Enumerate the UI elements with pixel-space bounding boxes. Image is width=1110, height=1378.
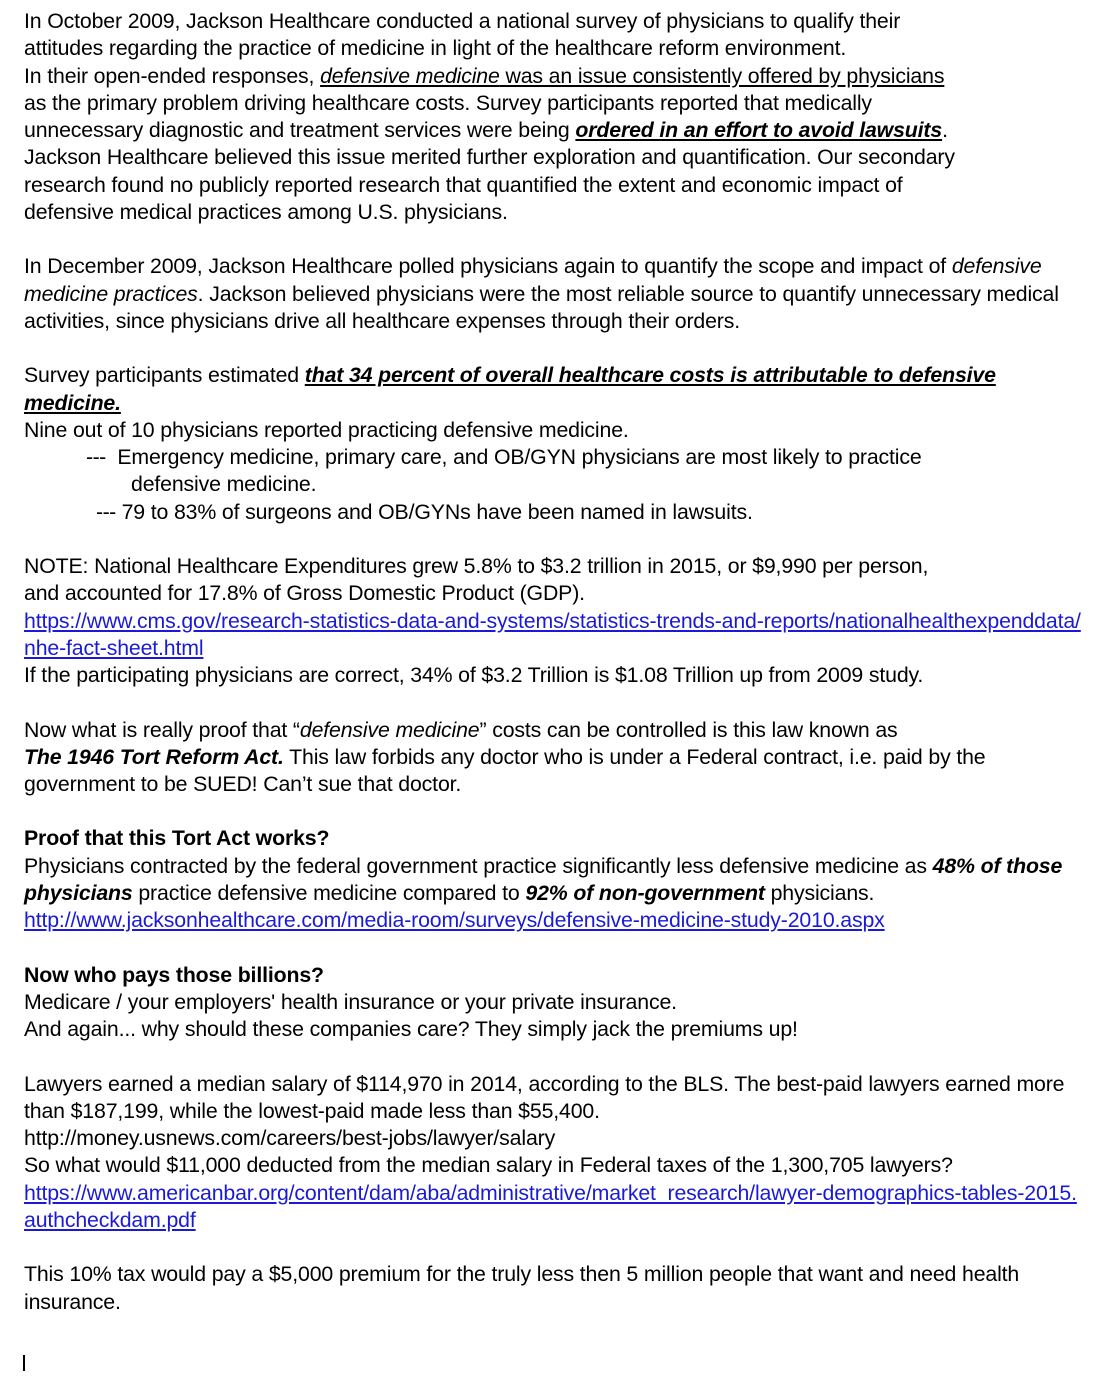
lawyers-line-2: So what would $11,000 deducted from the median salary in Federal taxes of the 1,300,705 lawyers? <box>24 1153 953 1178</box>
text-cursor-caret <box>23 1355 25 1371</box>
spacer <box>24 1234 1086 1261</box>
link-americanbar-lawyer-demographics[interactable]: https://www.americanbar.org/content/dam/aba/administrative/market_research/lawyer-demographics-tables-2015.authcheckdam.pdf <box>24 1180 1077 1232</box>
note-line-1: NOTE: National Healthcare Expenditures grew 5.8% to $3.2 trillion in 2015, or $9,990 per person, <box>24 554 929 579</box>
p1-line-1: In October 2009, Jackson Healthcare conducted a national survey of physicians to qualify their <box>24 9 901 33</box>
paragraph-proof-body <box>24 853 1086 935</box>
proof-line-3: physicians. <box>764 881 875 906</box>
p1-line-3-underlined-rest: was an issue consistently offered by physicians <box>499 63 945 88</box>
proof-line-1: Physicians contracted by the federal government practice significantly less defensive medicine as <box>24 853 933 878</box>
p1-line-7: research found no publicly reported research that quantified the extent and economic impact of <box>24 172 903 197</box>
p1-line-6: Jackson Healthcare believed this issue merited further exploration and quantification. Our secondary <box>24 145 955 170</box>
proof-middle: practice defensive medicine compared to <box>132 881 526 906</box>
p2-prefix: In December 2009, Jackson Healthcare polled physicians again to quantify the scope and impact of <box>24 254 952 279</box>
tort-line-2-rest: This law forbids any doctor who is under a Federal contract, i.e. paid by the government to be SUED! Can’t sue that doctor. <box>24 744 986 797</box>
paragraph-december-2009 <box>24 253 1086 335</box>
emphasis-48-percent: 48% of those physicians <box>24 853 1063 906</box>
heading-proof-text: Proof that this Tort Act works? <box>24 826 330 851</box>
heading-who-pays-billions <box>24 962 1086 989</box>
emphasis-defensive-medicine-practices: defensive medicine practices <box>24 254 1042 306</box>
emphasis-defensive-medicine-1: defensive medicine <box>320 63 500 88</box>
list-item-bullet-1 <box>24 444 1086 499</box>
document-body <box>24 8 1086 1316</box>
link-cms-nhe-fact-sheet[interactable]: https://www.cms.gov/research-statistics-data-and-systems/statistics-trends-and-reports/nationalhealthexpenddata/nhe-fact-sheet.html <box>24 608 1081 660</box>
paragraph-lawyers-salary <box>24 1071 1086 1235</box>
spacer <box>24 935 1086 962</box>
paragraph-survey-estimate <box>24 362 1086 444</box>
emphasis-34-percent-statement: that 34 percent of overall healthcare costs is attributable to defensive medicine. <box>24 363 996 415</box>
emphasis-1946-tort-reform-act: The 1946 Tort Reform Act. <box>24 744 284 769</box>
bullet-1-text: Emergency medicine, primary care, and OB/GYN physicians are most likely to practice <box>117 445 922 470</box>
lawyers-line-1: Lawyers earned a median salary of $114,970 in 2014, according to the BLS. The best-paid lawyers earned more than $187,199, while the lowest-paid made less than $55,400. <box>24 1071 1065 1123</box>
spacer <box>24 798 1086 825</box>
tort-line-1-rest: ” costs can be controlled is this law known as <box>479 717 898 742</box>
bullet-1-continuation: defensive medicine. <box>131 472 317 497</box>
paragraph-note-expenditures <box>24 553 1086 689</box>
tort-line-1-prefix: Now what is really proof that “ <box>24 717 300 742</box>
note-line-2: and accounted for 17.8% of Gross Domestic Product (GDP). <box>24 581 585 606</box>
p3-prefix: Survey participants estimated <box>24 363 305 388</box>
spacer <box>24 1044 1086 1071</box>
heading-who-pays-text: Now who pays those billions? <box>24 962 324 987</box>
p1-line-5-prefix: unnecessary diagnostic and treatment services were being <box>24 118 576 143</box>
bullet-2-text: 79 to 83% of surgeons and OB/GYNs have been named in lawsuits. <box>121 499 753 524</box>
url-usnews-lawyer-salary: http://money.usnews.com/careers/best-jobs/lawyer/salary <box>24 1126 556 1151</box>
p3-line-2: Nine out of 10 physicians reported practicing defensive medicine. <box>24 417 629 442</box>
p1-line-2: attitudes regarding the practice of medicine in light of the healthcare reform environment. <box>24 36 847 61</box>
spacer <box>24 335 1086 362</box>
spacer <box>24 526 1086 553</box>
p1-line-8: defensive medical practices among U.S. physicians. <box>24 200 508 225</box>
spacer <box>24 690 1086 717</box>
p2-rest: . Jackson believed physicians were the most reliable source to quantify unnecessary medical activities, since physicians drive all healthcare expenses through their orders. <box>24 281 1059 333</box>
p1-line-3-prefix: In their open-ended responses, <box>24 63 321 88</box>
dash-bullet-icon: --- <box>96 499 116 524</box>
billions-line-1: Medicare / your employers' health insurance or your private insurance. <box>24 989 677 1014</box>
link-jackson-healthcare-study[interactable]: http://www.jacksonhealthcare.com/media-room/surveys/defensive-medicine-study-2010.aspx <box>24 908 885 933</box>
paragraph-who-pays-body <box>24 989 1086 1044</box>
p1-line-5-period: . <box>942 118 948 143</box>
note-line-3: If the participating physicians are correct, 34% of $3.2 Trillion is $1.08 Trillion up from 2009 study. <box>24 663 924 688</box>
emphasis-defensive-medicine-2: defensive medicine <box>299 717 480 742</box>
emphasis-92-percent: 92% of non-government <box>525 881 765 906</box>
p1-line-4: as the primary problem driving healthcare costs. Survey participants reported that medically <box>24 90 872 115</box>
heading-proof-tort-act-works <box>24 825 1086 852</box>
billions-line-2: And again... why should these companies care? They simply jack the premiums up! <box>24 1017 798 1042</box>
dash-bullet-icon: --- <box>86 445 106 470</box>
list-item-bullet-2 <box>24 499 1086 526</box>
paragraph-final-tax-conclusion: This 10% tax would pay a $5,000 premium for the truly less then 5 million people that want and need health insurance. <box>24 1262 1020 1314</box>
paragraph-october-2009 <box>24 8 1086 226</box>
spacer <box>24 226 1086 253</box>
emphasis-ordered-to-avoid-lawsuits: ordered in an effort to avoid lawsuits <box>575 118 943 143</box>
paragraph-tort-reform-act <box>24 717 1086 799</box>
